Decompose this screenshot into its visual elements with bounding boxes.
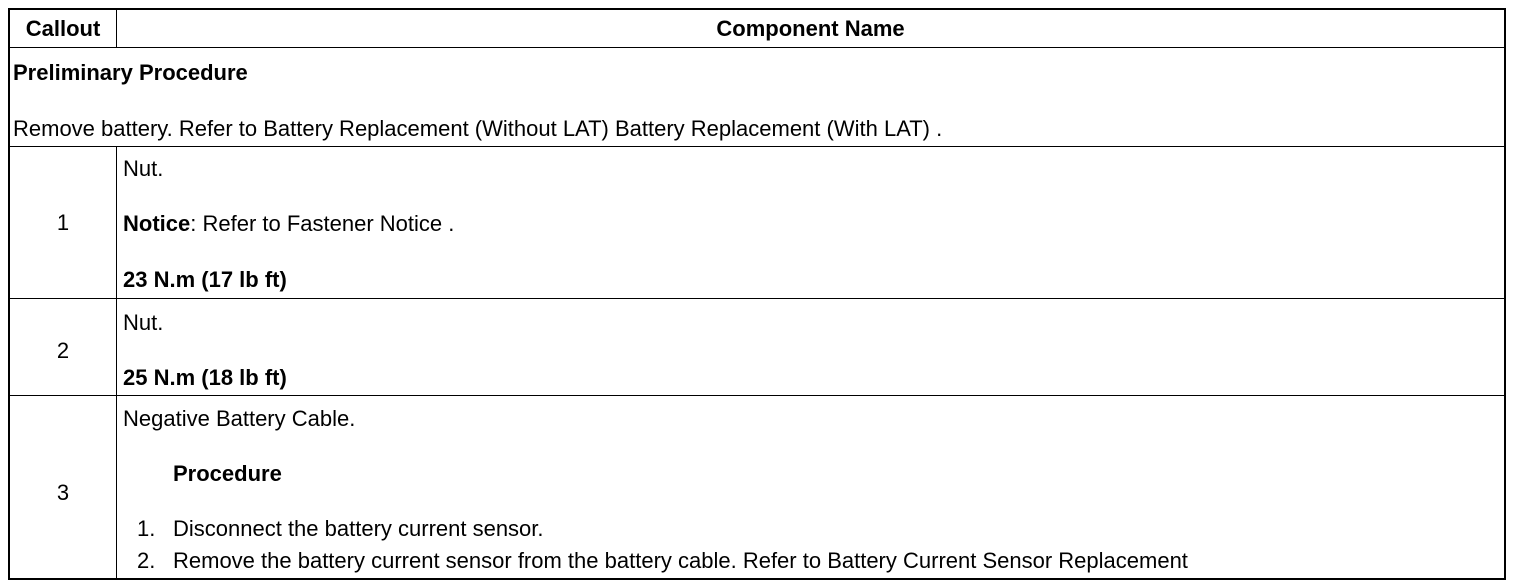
row-2-torque: 25 N.m (18 lb ft) [123,365,287,390]
row-divider [10,146,1504,147]
notice-text: : Refer to Fastener Notice . [190,211,455,236]
row-1-notice [123,211,454,237]
step-number: 2. [137,548,156,573]
preliminary-text: Remove battery. Refer to Battery Replacement (Without LAT) Battery Replacement (With LAT) . [13,116,943,141]
row-2-callout: 2 [56,338,70,363]
row-1-callout: 1 [56,210,70,235]
header-callout: Callout [25,16,101,41]
row-2-name: Nut. [123,310,164,335]
procedure-step [137,516,544,542]
preliminary-title: Preliminary Procedure [13,60,248,85]
step-number: 1. [137,516,156,541]
row-1-name: Nut. [123,156,164,181]
row-divider [10,47,1504,48]
procedure-title: Procedure [173,461,282,486]
row-divider [10,298,1504,299]
notice-label: Notice [123,211,191,236]
row-3-callout: 3 [56,480,70,505]
column-divider [116,146,117,580]
row-1-torque: 23 N.m (17 lb ft) [123,267,287,292]
header-component-name: Component Name [716,16,905,41]
step-text: Remove the battery current sensor from the battery cable. Refer to Battery Current Sensor Replacement [173,548,1188,573]
step-text: Disconnect the battery current sensor. [173,516,544,541]
row-divider [10,395,1504,396]
procedure-step [137,548,1188,574]
row-3-name: Negative Battery Cable. [123,406,356,431]
component-table [8,8,1506,580]
